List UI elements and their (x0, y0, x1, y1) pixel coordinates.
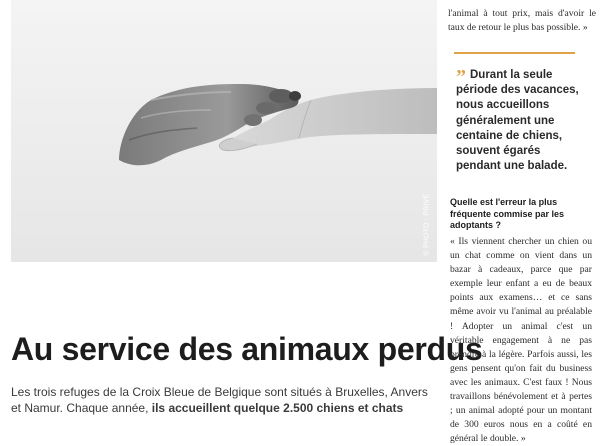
interview-question: Quelle est l'erreur la plus fréquente commise par les adoptants ? (450, 197, 565, 230)
article-photo (11, 0, 437, 262)
article-body-line-2 (11, 400, 437, 416)
sidebar-divider (454, 52, 575, 54)
article-title: Au service des animaux perdus (11, 331, 483, 367)
dog-paw-and-hand-illustration (11, 0, 437, 262)
article-body-line-1: Les trois refuges de la Croix Bleue de Belgique sont situés à Bruxelles, Anvers (11, 385, 428, 399)
article-body-line-2-start: et Namur. Chaque année, (11, 401, 152, 415)
pull-quote-text: Durant la seule période des vacances, nous accueillons généralement une centaine de chiens, souvent égarés pendant une balade. (456, 69, 579, 173)
interview-answer: « Ils viennent chercher un chien ou un chat comme on vient dans un bazar à cadeaux, parce que par exemple leur enfant a eu de beaux points aux examens… et ce sans même avoir vu l'animal au préalable ! Adopter un animal c'est un véritable engagement à ne pas prendre à la légère. Parfois aussi, les gens pensent qu'on fait du business avec les animaux. C'est faux ! Nous travaillons bénévolement et à pertes ; un animal adopté pour un montant de 300 euros nous en a coûté en général le double. » (450, 236, 592, 445)
sidebar-top-quote: l'animal à tout prix, mais d'avoir le taux de retour le plus bas possible. » (448, 8, 596, 34)
photo-credit-text: © PHOTO : PRIVÉ (423, 193, 431, 256)
article-body (11, 384, 437, 415)
pull-quote (456, 68, 580, 174)
article-body-line-2-bold: ils accueillent quelque 2.500 chiens et chats (151, 401, 404, 415)
quote-mark-icon: ” (456, 66, 466, 88)
photo-credit (421, 194, 433, 258)
